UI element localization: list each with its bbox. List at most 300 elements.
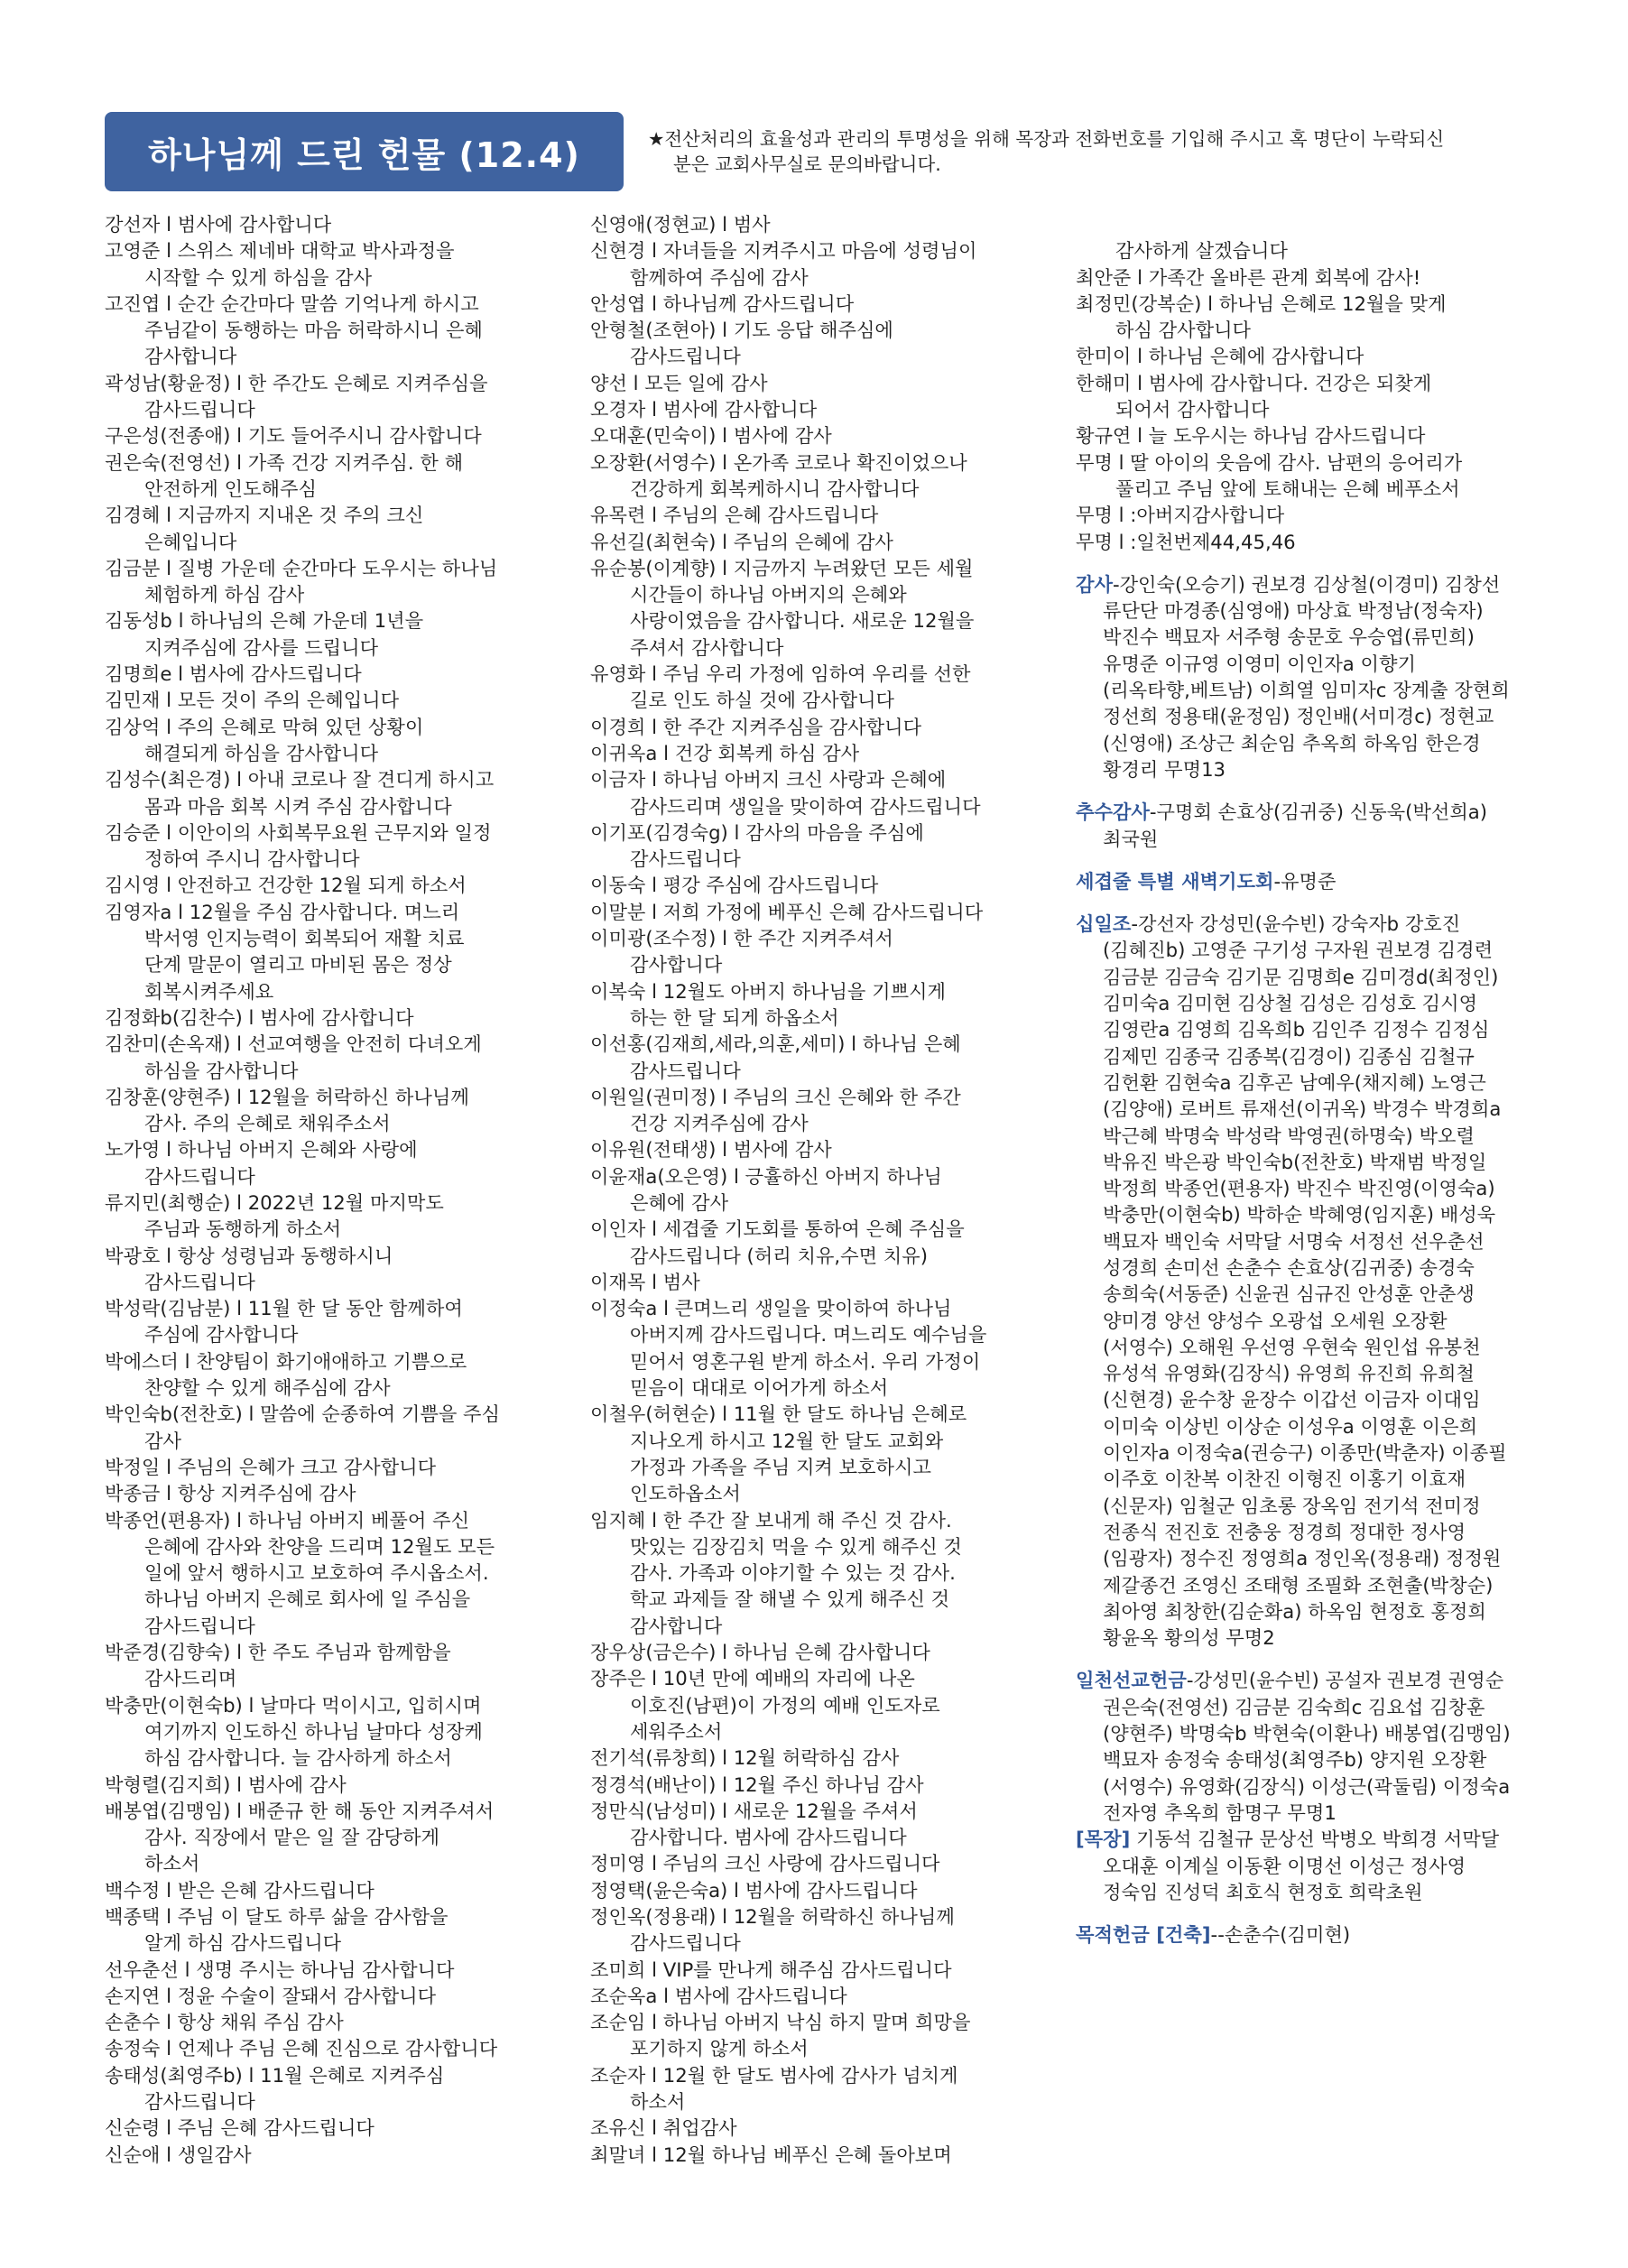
entry-line: 백수정 l 받은 은혜 감사드립니다 xyxy=(105,1878,375,1902)
entry-line: 주셔서 감사합니다 xyxy=(630,635,784,659)
offering-entry xyxy=(590,2115,1059,2141)
entry-line: 이동숙 l 평강 주심에 감사드립니다 xyxy=(590,874,879,897)
entry-line: 김영자a l 12월을 주심 감사합니다. 며느리 xyxy=(105,900,460,923)
entry-line: 조순옥a l 범사에 감사드립니다 xyxy=(590,1984,847,2007)
entry-line: 알게 하심 감사드립니다 xyxy=(144,1931,342,1955)
entry-line: 감사드립니다 xyxy=(144,1614,255,1637)
entry-line: 최안준 l 가족간 올바른 관계 회복에 감사! xyxy=(1076,265,1421,289)
entry-line: 체험하게 하심 감사 xyxy=(144,583,305,606)
entry-line: 시간들이 하나님 아버지의 은혜와 xyxy=(630,583,907,606)
offering-entry xyxy=(590,291,1059,317)
entry-line: 정만식(남성미) l 새로운 12월을 주셔서 xyxy=(590,1799,918,1822)
section-line: 박진수 백묘자 서주형 송문호 우승엽(류민희) xyxy=(1103,625,1475,649)
offering-entry xyxy=(590,1084,1059,1137)
entry-line: 몸과 마음 회복 시켜 주심 감사합니다 xyxy=(144,794,452,818)
section-line: -강성민(윤수빈) 공설자 권보경 권영순 xyxy=(1186,1669,1504,1692)
entry-line: 하는 한 달 되게 하옵소서 xyxy=(630,1005,839,1029)
section-line: 송희숙(서동준) 신윤권 심규진 안성훈 안춘생 xyxy=(1103,1282,1475,1306)
entry-line: 이선홍(김재희,세라,의훈,세미) l 하나님 은혜 xyxy=(590,1032,961,1056)
entry-line: 감사드립니다 xyxy=(144,398,255,421)
section-line: (신현경) 윤수창 윤장수 이갑선 이금자 이대임 xyxy=(1103,1388,1481,1412)
offering-entry xyxy=(105,211,574,237)
entry-line: 사랑이였음을 감사합니다. 새로운 12월을 xyxy=(630,609,975,633)
entry-line: 박종언(편용자) l 하나님 아버지 베풀어 주신 xyxy=(105,1508,470,1532)
offering-entry xyxy=(105,1639,574,1692)
entry-line: 김성수(최은경) l 아내 코로나 잘 견디게 하시고 xyxy=(105,768,495,791)
offering-entry xyxy=(105,1903,574,1957)
offering-entry xyxy=(105,2142,574,2168)
entry-line: 무명 l :일천번제44,45,46 xyxy=(1076,530,1296,553)
section-line: 기동석 김철규 문상선 박병오 박희경 서막달 xyxy=(1130,1828,1500,1851)
section-line: 황경리 무명13 xyxy=(1103,757,1226,781)
entry-line: 하소서 xyxy=(144,1852,200,1875)
entry-line: 최정민(강복순) l 하나님 은혜로 12월을 맞게 xyxy=(1076,292,1447,315)
entry-line: 지나오게 하시고 12월 한 달도 교회와 xyxy=(630,1429,944,1452)
offering-entry xyxy=(590,2062,1059,2115)
offering-entry xyxy=(105,2035,574,2061)
entry-line: 감사합니다 xyxy=(630,953,723,977)
entry-line: 인도하옵소서 xyxy=(630,1482,741,1505)
entry-line: 감사드립니다 xyxy=(144,1270,255,1293)
section-line: 유성석 유영화(김장식) 유영희 유진희 유희철 xyxy=(1103,1362,1475,1385)
entry-line: 유순봉(이계향) l 지금까지 누려왔던 모든 세월 xyxy=(590,556,974,579)
entry-line: 무명 l :아버지감사합니다 xyxy=(1076,504,1285,527)
offering-column-3 xyxy=(1076,211,1581,1948)
entry-line: 배봉엽(김맹임) l 배준규 한 해 동안 지켜주셔서 xyxy=(105,1799,495,1822)
section-label: 세겹줄 특별 새벽기도회 xyxy=(1076,869,1274,893)
section-first-line xyxy=(1076,1826,1581,1852)
offering-entry xyxy=(105,2062,574,2115)
section-line: (신영애) 조상근 최순임 추옥희 하옥임 한은경 xyxy=(1103,731,1481,754)
offering-entry xyxy=(105,291,574,370)
offering-entry xyxy=(1076,264,1581,291)
offering-column-1 xyxy=(105,211,574,2168)
offering-entry xyxy=(590,1957,1059,1983)
offering-entry xyxy=(590,766,1059,819)
entry-line: 곽성남(황윤정) l 한 주간도 은혜로 지켜주심을 xyxy=(105,371,488,394)
entry-line: 양선 l 모든 일에 감사 xyxy=(590,371,768,394)
entry-line: 지켜주심에 감사를 드립니다 xyxy=(144,635,379,659)
section-line: 이인자a 이정숙a(권승구) 이종만(박춘자) 이종필 xyxy=(1103,1441,1507,1465)
entry-line: 김경혜 l 지금까지 지내온 것 주의 크신 xyxy=(105,504,424,527)
offering-entry xyxy=(105,555,574,608)
offering-entry xyxy=(590,2142,1059,2168)
offering-entry xyxy=(105,819,574,873)
offering-entry xyxy=(590,925,1059,978)
entry-line: 감사드립니다 xyxy=(630,847,741,871)
section-line: 전종식 전진호 전충웅 정경희 정대한 정사영 xyxy=(1103,1520,1466,1543)
entry-line: 고영준 l 스위스 제네바 대학교 박사과정을 xyxy=(105,239,455,263)
entry-line: 오대훈(민숙이) l 범사에 감사 xyxy=(590,424,832,448)
offering-entry xyxy=(590,872,1059,898)
section-sibiljo xyxy=(1076,911,1581,1651)
offering-entry xyxy=(590,1216,1059,1269)
offering-entry xyxy=(105,714,574,767)
section-line: 류단단 마경종(심영애) 마상효 박정남(정숙자) xyxy=(1103,599,1484,623)
offering-entry xyxy=(1076,211,1581,264)
section-ilcheon xyxy=(1076,1667,1581,1826)
entry-line: 학교 과제들 잘 해낼 수 있게 해주신 것 xyxy=(630,1588,950,1611)
section-line: (김양애) 로버트 류재선(이귀옥) 박경수 박경희a xyxy=(1103,1097,1502,1121)
offering-entry xyxy=(105,1454,574,1480)
offering-entry xyxy=(105,237,574,291)
offering-entry xyxy=(590,2009,1059,2062)
offering-entry xyxy=(590,740,1059,766)
offering-entry xyxy=(1076,343,1581,369)
section-line: --손춘수(김미현) xyxy=(1210,1923,1351,1947)
offering-entry xyxy=(105,766,574,819)
entry-line: 박정일 l 주님의 은혜가 크고 감사합니다 xyxy=(105,1455,437,1478)
section-line: 최아영 최창한(김순화a) 하옥임 현정호 홍정희 xyxy=(1103,1599,1486,1623)
section-line: -유명준 xyxy=(1273,869,1337,893)
entry-line: 은혜에 감사 xyxy=(630,1190,729,1214)
section-line: 김헌환 김현숙a 김후곤 남예우(채지혜) 노영근 xyxy=(1103,1070,1486,1094)
entry-line: 류지민(최행순) l 2022년 12월 마지막도 xyxy=(105,1190,444,1214)
section-line: 제갈종건 조영신 조태형 조필화 조현출(박창순) xyxy=(1103,1573,1494,1597)
entry-line: 감사. 가족과 이야기할 수 있는 것 감사. xyxy=(630,1561,956,1585)
section-line: 박정희 박종언(편용자) 박진수 박진영(이영숙a) xyxy=(1103,1177,1495,1200)
entry-line: 함께하여 주심에 감사 xyxy=(630,265,809,289)
offering-entry xyxy=(105,1295,574,1348)
offering-entry xyxy=(105,422,574,449)
offering-entry xyxy=(590,1903,1059,1957)
entry-line: 박종금 l 항상 지켜주심에 감사 xyxy=(105,1482,356,1505)
offering-entry xyxy=(590,1772,1059,1798)
offering-entry xyxy=(1076,370,1581,423)
entry-line: 회복시켜주세요 xyxy=(144,979,274,1003)
entry-line: 조순자 l 12월 한 달도 범사에 감사가 넘치게 xyxy=(590,2063,958,2087)
entry-line: 감사드립니다 xyxy=(630,1931,741,1955)
entry-line: 감사합니다. 범사에 감사드립니다 xyxy=(630,1826,907,1849)
entry-line: 김민재 l 모든 것이 주의 은혜입니다 xyxy=(105,689,400,712)
offering-entry xyxy=(590,899,1059,925)
section-line: 백묘자 송정숙 송태성(최영주b) 양지원 오장환 xyxy=(1103,1748,1487,1772)
entry-line: 김승준 l 이안이의 사회복무요원 근무지와 일정 xyxy=(105,820,492,844)
section-label: 십일조 xyxy=(1076,912,1132,936)
offering-entry xyxy=(590,1401,1059,1506)
entry-line: 황규연 l 늘 도우시는 하나님 감사드립니다 xyxy=(1076,424,1426,448)
section-line: -강인숙(오승기) 권보경 김상철(이경미) 김창선 xyxy=(1112,572,1501,596)
entry-line: 선우춘선 l 생명 주시는 하나님 감사합니다 xyxy=(105,1958,455,1981)
offering-entry xyxy=(105,1507,574,1639)
section-label: 일천선교헌금 xyxy=(1076,1669,1187,1692)
entry-line: 맛있는 김장김치 먹을 수 있게 해주신 것 xyxy=(630,1534,962,1558)
entry-line: 이윤재a(오은영) l 긍휼하신 아버지 하나님 xyxy=(590,1164,942,1188)
entry-line: 이복숙 l 12월도 아버지 하나님을 기쁘시게 xyxy=(590,979,946,1003)
entry-line: 풀리고 주님 앞에 토해내는 은혜 베푸소서 xyxy=(1115,477,1460,500)
section-line: (김혜진b) 고영준 구기성 구자원 권보경 김경련 xyxy=(1103,939,1494,962)
entry-line: 이재목 l 범사 xyxy=(590,1270,700,1293)
offering-entry xyxy=(105,872,574,898)
offering-entry xyxy=(105,370,574,423)
offering-entry xyxy=(105,1004,574,1031)
entry-line: 이귀옥a l 건강 회복케 하심 감사 xyxy=(590,741,860,764)
section-line: 박유진 박은광 박인숙b(전찬호) 박재범 박정일 xyxy=(1103,1150,1487,1173)
section-line: 양미경 양선 양성수 오광섭 오세원 오장환 xyxy=(1103,1309,1448,1332)
offering-entry xyxy=(590,1798,1059,1851)
offering-entry xyxy=(105,1957,574,1983)
entry-line: 장주은 l 10년 만에 예배의 자리에 나온 xyxy=(590,1667,915,1690)
entry-line: 감사. 주의 은혜로 채워주소서 xyxy=(144,1112,391,1135)
entry-line: 찬양할 수 있게 해주심에 감사 xyxy=(144,1376,391,1400)
offering-entry xyxy=(590,502,1059,528)
entry-line: 아버지께 감사드립니다. 며느리도 예수님을 xyxy=(630,1323,987,1347)
offering-entry xyxy=(590,211,1059,237)
entry-line: 이호진(남편)이 가정의 예배 인도자로 xyxy=(630,1693,940,1717)
entry-line: 은혜에 감사와 찬양을 드리며 12월도 모든 xyxy=(144,1534,495,1558)
entry-line: 감사합니다 xyxy=(144,345,237,368)
section-line: (양현주) 박명숙b 박현숙(이환나) 배봉엽(김맹임) xyxy=(1103,1722,1511,1745)
entry-line: 김정화b(김찬수) l 범사에 감사합니다 xyxy=(105,1005,414,1029)
entry-line: 건강하게 회복케하시니 감사합니다 xyxy=(630,477,920,500)
section-line: -강선자 강성민(윤수빈) 강숙자b 강호진 xyxy=(1131,912,1461,936)
section-first-line xyxy=(1076,1921,1581,1948)
entry-line: 이말분 l 저희 가정에 베푸신 은혜 감사드립니다 xyxy=(590,900,984,923)
entry-line: 감사하게 살겠습니다 xyxy=(1115,239,1288,263)
entry-line: 유영화 l 주님 우리 가정에 임하여 우리를 선한 xyxy=(590,662,971,686)
section-label: 추수감사 xyxy=(1076,801,1150,824)
entry-line: 이유원(전태생) l 범사에 감사 xyxy=(590,1138,832,1162)
section-line: 정선희 정용태(윤정임) 정인배(서미경c) 정현교 xyxy=(1103,705,1494,728)
section-line: 유명준 이규영 이영미 이인자a 이향기 xyxy=(1103,652,1416,675)
section-line: 오대훈 이계실 이동환 이명선 이성근 정사영 xyxy=(1103,1854,1466,1877)
section-line: 박충만(이현숙b) 박하순 박혜영(임지훈) 배성욱 xyxy=(1103,1203,1496,1227)
offering-entry xyxy=(105,502,574,555)
entry-line: 여기까지 인도하신 하나님 날마다 성장케 xyxy=(144,1719,483,1743)
offering-entry xyxy=(105,1877,574,1903)
entry-line: 감사드립니다 xyxy=(144,1164,255,1188)
offering-entry xyxy=(105,449,574,503)
entry-line: 유목련 l 주님의 은혜 감사드립니다 xyxy=(590,504,879,527)
entry-line: 김동성b l 하나님의 은혜 가운데 1년을 xyxy=(105,609,424,633)
entry-line: 박광호 l 항상 성령님과 동행하시니 xyxy=(105,1244,393,1267)
offering-entry xyxy=(105,1190,574,1243)
entry-line: 유선길(최현숙) l 주님의 은혜에 감사 xyxy=(590,530,893,553)
entry-line: 정경석(배난이) l 12월 주신 하나님 감사 xyxy=(590,1773,924,1796)
offering-entry xyxy=(105,1084,574,1137)
section-label: [목장] xyxy=(1076,1828,1131,1851)
offering-entry xyxy=(590,1639,1059,1665)
entry-line: 무명 l 딸 아이의 웃음에 감사. 남편의 응어리가 xyxy=(1076,450,1463,474)
offering-entry xyxy=(1076,422,1581,449)
section-first-line xyxy=(1076,571,1581,597)
section-line: 정숙임 진성덕 최호식 현정호 희락초원 xyxy=(1103,1880,1423,1903)
entry-line: 장우상(금은수) l 하나님 은혜 감사합니다 xyxy=(590,1641,930,1664)
offering-entry xyxy=(105,1401,574,1454)
offering-entry xyxy=(590,1877,1059,1903)
section-line: 권은숙(전영선) 김금분 김숙희c 김요섭 김창훈 xyxy=(1103,1695,1485,1718)
offering-entry xyxy=(105,1480,574,1506)
entry-line: 송정숙 l 언제나 주님 은혜 진심으로 감사합니다 xyxy=(105,2037,498,2060)
entry-line: 김금분 l 질병 가운데 순간마다 도우시는 하나님 xyxy=(105,556,498,579)
entry-line: 백종택 l 주님 이 달도 하루 삶을 감사함을 xyxy=(105,1905,449,1928)
entry-line: 이원일(권미정) l 주님의 크신 은혜와 한 주간 xyxy=(590,1085,961,1108)
entry-line: 김상억 l 주의 은혜로 막혀 있던 상황이 xyxy=(105,715,424,738)
offering-entry xyxy=(105,1692,574,1772)
entry-line: 이기포(김경숙g) l 감사의 마음을 주심에 xyxy=(590,820,924,844)
entry-line: 김창훈(양현주) l 12월을 허락하신 하나님께 xyxy=(105,1085,469,1108)
entry-line: 최말녀 l 12월 하나님 베푸신 은혜 돌아보며 xyxy=(590,2143,952,2166)
offering-entry xyxy=(590,661,1059,714)
entry-line: 조순임 l 하나님 아버지 낙심 하지 말며 희망을 xyxy=(590,2011,971,2034)
entry-line: 포기하지 않게 하소서 xyxy=(630,2037,809,2060)
entry-line: 한해미 l 범사에 감사합니다. 건강은 되찾게 xyxy=(1076,371,1432,394)
section-line: -구명회 손효상(김귀중) 신동욱(박선희a) xyxy=(1149,801,1488,824)
entry-line: 하심을 감사합니다 xyxy=(144,1059,299,1082)
entry-line: 이경희 l 한 주간 지켜주심을 감사합니다 xyxy=(590,715,922,738)
entry-line: 박성락(김남분) l 11월 한 달 동안 함께하여 xyxy=(105,1297,463,1320)
entry-line: 오경자 l 범사에 감사합니다 xyxy=(590,398,818,421)
entry-line: 해결되게 하심을 감사합니다 xyxy=(144,741,379,764)
entry-line: 주심에 감사합니다 xyxy=(144,1323,299,1347)
offering-entry xyxy=(1076,449,1581,503)
entry-line: 정미영 l 주님의 크신 사랑에 감사드립니다 xyxy=(590,1852,940,1875)
section-label: 감사 xyxy=(1076,572,1113,596)
entry-line: 박준경(김향숙) l 한 주도 주님과 함께함을 xyxy=(105,1641,451,1664)
offering-entry xyxy=(105,661,574,687)
entry-line: 신영애(정현교) l 범사 xyxy=(590,213,771,236)
entry-line: 이철우(허현순) l 11월 한 달도 하나님 은혜로 xyxy=(590,1402,967,1426)
entry-line: 단계 말문이 열리고 마비된 몸은 정상 xyxy=(144,953,452,977)
entry-line: 박서영 인지능력이 회복되어 재활 치료 xyxy=(144,927,465,950)
section-line: (서영수) 오해원 우선영 우현숙 원인섭 유봉천 xyxy=(1103,1335,1481,1358)
entry-line: 이미광(조수정) l 한 주간 지켜주셔서 xyxy=(590,927,893,950)
notice-line: ★전산처리의 효율성과 관리의 투명성을 위해 목장과 전화번호를 기입해 주시고 혹 명단이 누락되신 xyxy=(648,128,1445,150)
offering-entry xyxy=(590,449,1059,503)
entry-line: 고진엽 l 순간 순간마다 말씀 기억나게 하시고 xyxy=(105,292,479,315)
offering-entry xyxy=(590,370,1059,396)
entry-line: 하나님 아버지 은혜로 회사에 일 주심을 xyxy=(144,1588,471,1611)
section-line: 김영란a 김영희 김옥희b 김인주 김정수 김정심 xyxy=(1103,1018,1490,1041)
entry-line: 손지연 l 정윤 수술이 잘돼서 감사합니다 xyxy=(105,1984,437,2007)
offering-entry xyxy=(590,1269,1059,1295)
entry-line: 신순애 l 생일감사 xyxy=(105,2143,252,2166)
offering-entry xyxy=(590,1031,1059,1084)
offering-entry xyxy=(105,1243,574,1296)
entry-line: 권은숙(전영선) l 가족 건강 지켜주심. 한 해 xyxy=(105,450,464,474)
entry-line: 이금자 l 하나님 아버지 크신 사랑과 은혜에 xyxy=(590,768,947,791)
entry-line: 감사드리며 xyxy=(144,1667,237,1690)
section-line: 김금분 김금숙 김기문 김명희e 김미경d(최정인) xyxy=(1103,965,1499,988)
section-line: 성경희 손미선 손춘수 손효상(김귀중) 송경숙 xyxy=(1103,1255,1475,1279)
entry-line: 이정숙a l 큰며느리 생일을 맞이하여 하나님 xyxy=(590,1297,952,1320)
section-line: 이주호 이찬복 이찬진 이형진 이홍기 이효재 xyxy=(1103,1467,1466,1491)
entry-line: 임지혜 l 한 주간 잘 보내게 해 주신 것 감사. xyxy=(590,1508,952,1532)
entry-line: 조미희 l VIP를 만나게 해주심 감사드립니다 xyxy=(590,1958,952,1981)
section-line: 최국원 xyxy=(1103,827,1159,850)
offering-entry xyxy=(590,1665,1059,1745)
entry-line: 되어서 감사합니다 xyxy=(1115,398,1270,421)
entry-line: 구은성(전종애) l 기도 들어주시니 감사합니다 xyxy=(105,424,482,448)
offering-entry xyxy=(105,2115,574,2141)
entry-line: 신순령 l 주님 은혜 감사드립니다 xyxy=(105,2116,375,2140)
entry-line: 하소서 xyxy=(630,2090,686,2114)
offering-entry xyxy=(105,1772,574,1798)
section-mokjeok xyxy=(1076,1921,1581,1948)
offering-entry xyxy=(590,1850,1059,1876)
entry-line: 안성엽 l 하나님께 감사드립니다 xyxy=(590,292,855,315)
offering-entry xyxy=(590,529,1059,555)
entry-line: 감사드리며 생일을 맞이하여 감사드립니다 xyxy=(630,794,981,818)
entry-line: 믿어서 영혼구원 받게 하소서. 우리 가정이 xyxy=(630,1349,981,1373)
offering-entry xyxy=(105,899,574,1004)
offering-entry xyxy=(105,1136,574,1190)
offering-entry xyxy=(590,1136,1059,1162)
entry-line: 안전하게 인도해주심 xyxy=(144,477,317,500)
offering-entry xyxy=(590,555,1059,661)
entry-line: 이인자 l 세겹줄 기도회를 통하여 은혜 주심을 xyxy=(590,1217,965,1241)
offering-entry xyxy=(105,687,574,713)
offering-entry xyxy=(105,1798,574,1877)
offering-column-2 xyxy=(590,211,1059,2168)
entry-line: 길로 인도 하실 것에 감사합니다 xyxy=(630,689,895,712)
offering-entry xyxy=(590,237,1059,291)
section-line: 전자영 추옥희 함명구 무명1 xyxy=(1103,1801,1337,1824)
section-segyeop xyxy=(1076,868,1581,894)
entry-line: 일에 앞서 행하시고 보호하여 주시옵소서. xyxy=(144,1561,489,1585)
entry-line: 시작할 수 있게 하심을 감사 xyxy=(144,265,373,289)
entry-line xyxy=(1076,211,1581,237)
section-line: 백묘자 백인숙 서막달 서명숙 서정선 선우춘선 xyxy=(1103,1229,1485,1253)
offering-entry xyxy=(590,978,1059,1032)
entry-line: 강선자 l 범사에 감사합니다 xyxy=(105,213,332,236)
offering-entry xyxy=(1076,529,1581,555)
offering-entries xyxy=(1076,211,1581,555)
entry-line: 안형철(조현아) l 기도 응답 해주심에 xyxy=(590,319,893,342)
entry-line: 믿음이 대대로 이어가게 하소서 xyxy=(630,1376,889,1400)
section-line: 김제민 김종국 김종복(김경이) 김종심 김철규 xyxy=(1103,1044,1475,1068)
entry-line: 정영택(윤은숙a) l 범사에 감사드립니다 xyxy=(590,1878,918,1902)
offering-entry xyxy=(590,1983,1059,2009)
entry-line: 건강 지켜주심에 감사 xyxy=(630,1112,809,1135)
section-line: (리옥타향,베트남) 이희열 임미자c 장계출 장현희 xyxy=(1103,679,1510,702)
entry-line: 주님과 동행하게 하소서 xyxy=(144,1217,342,1241)
offering-entry xyxy=(105,1031,574,1084)
entry-line: 정하여 주시니 감사합니다 xyxy=(144,847,360,871)
offering-entry xyxy=(105,1983,574,2009)
notice xyxy=(648,126,1559,177)
entry-line: 오장환(서영수) l 온가족 코로나 확진이었으나 xyxy=(590,450,967,474)
entry-line: 감사드립니다 (허리 치유,수면 치유) xyxy=(630,1244,929,1267)
section-line: (서영수) 유영화(김장식) 이성근(곽둘림) 이정숙a xyxy=(1103,1774,1511,1798)
entry-line: 송태성(최영주b) l 11월 은혜로 지켜주심 xyxy=(105,2063,445,2087)
offering-entry xyxy=(590,1295,1059,1401)
section-first-line xyxy=(1076,911,1581,937)
offering-entry xyxy=(590,714,1059,740)
entry-line: 주님같이 동행하는 마음 허락하시니 은혜 xyxy=(144,319,483,342)
entry-line: 김명희e l 범사에 감사드립니다 xyxy=(105,662,362,686)
entry-line: 김시영 l 안전하고 건강한 12월 되게 하소서 xyxy=(105,874,467,897)
entry-line: 박형렬(김지희) l 범사에 감사 xyxy=(105,1773,347,1796)
entry-line: 감사드립니다 xyxy=(630,1059,741,1082)
section-line: 김미숙a 김미현 김상철 김성은 김성호 김시영 xyxy=(1103,992,1478,1015)
offering-entry xyxy=(105,2009,574,2035)
entry-line: 가정과 가족을 주님 지켜 보호하시고 xyxy=(630,1455,931,1478)
entry-line: 박에스더 l 찬양팀이 화기애애하고 기쁨으로 xyxy=(105,1349,467,1373)
entry-line: 박충만(이현숙b) l 날마다 먹이시고, 입히시며 xyxy=(105,1693,482,1717)
entry-line: 전기석(류창희) l 12월 허락하심 감사 xyxy=(590,1746,900,1770)
offering-entry xyxy=(590,1507,1059,1639)
entry-line: 조유신 l 취업감사 xyxy=(590,2116,737,2140)
entry-line: 하심 감사합니다. 늘 감사하게 하소서 xyxy=(144,1746,452,1770)
offering-entry xyxy=(590,317,1059,370)
section-chusu xyxy=(1076,799,1581,852)
section-label: 목적헌금 [건축] xyxy=(1076,1923,1211,1947)
offering-entry xyxy=(590,1745,1059,1771)
offering-entry xyxy=(1076,291,1581,344)
section-line: 박근혜 박명숙 박성락 박영권(하명숙) 박오렬 xyxy=(1103,1124,1475,1147)
section-mokjang xyxy=(1076,1826,1581,1905)
